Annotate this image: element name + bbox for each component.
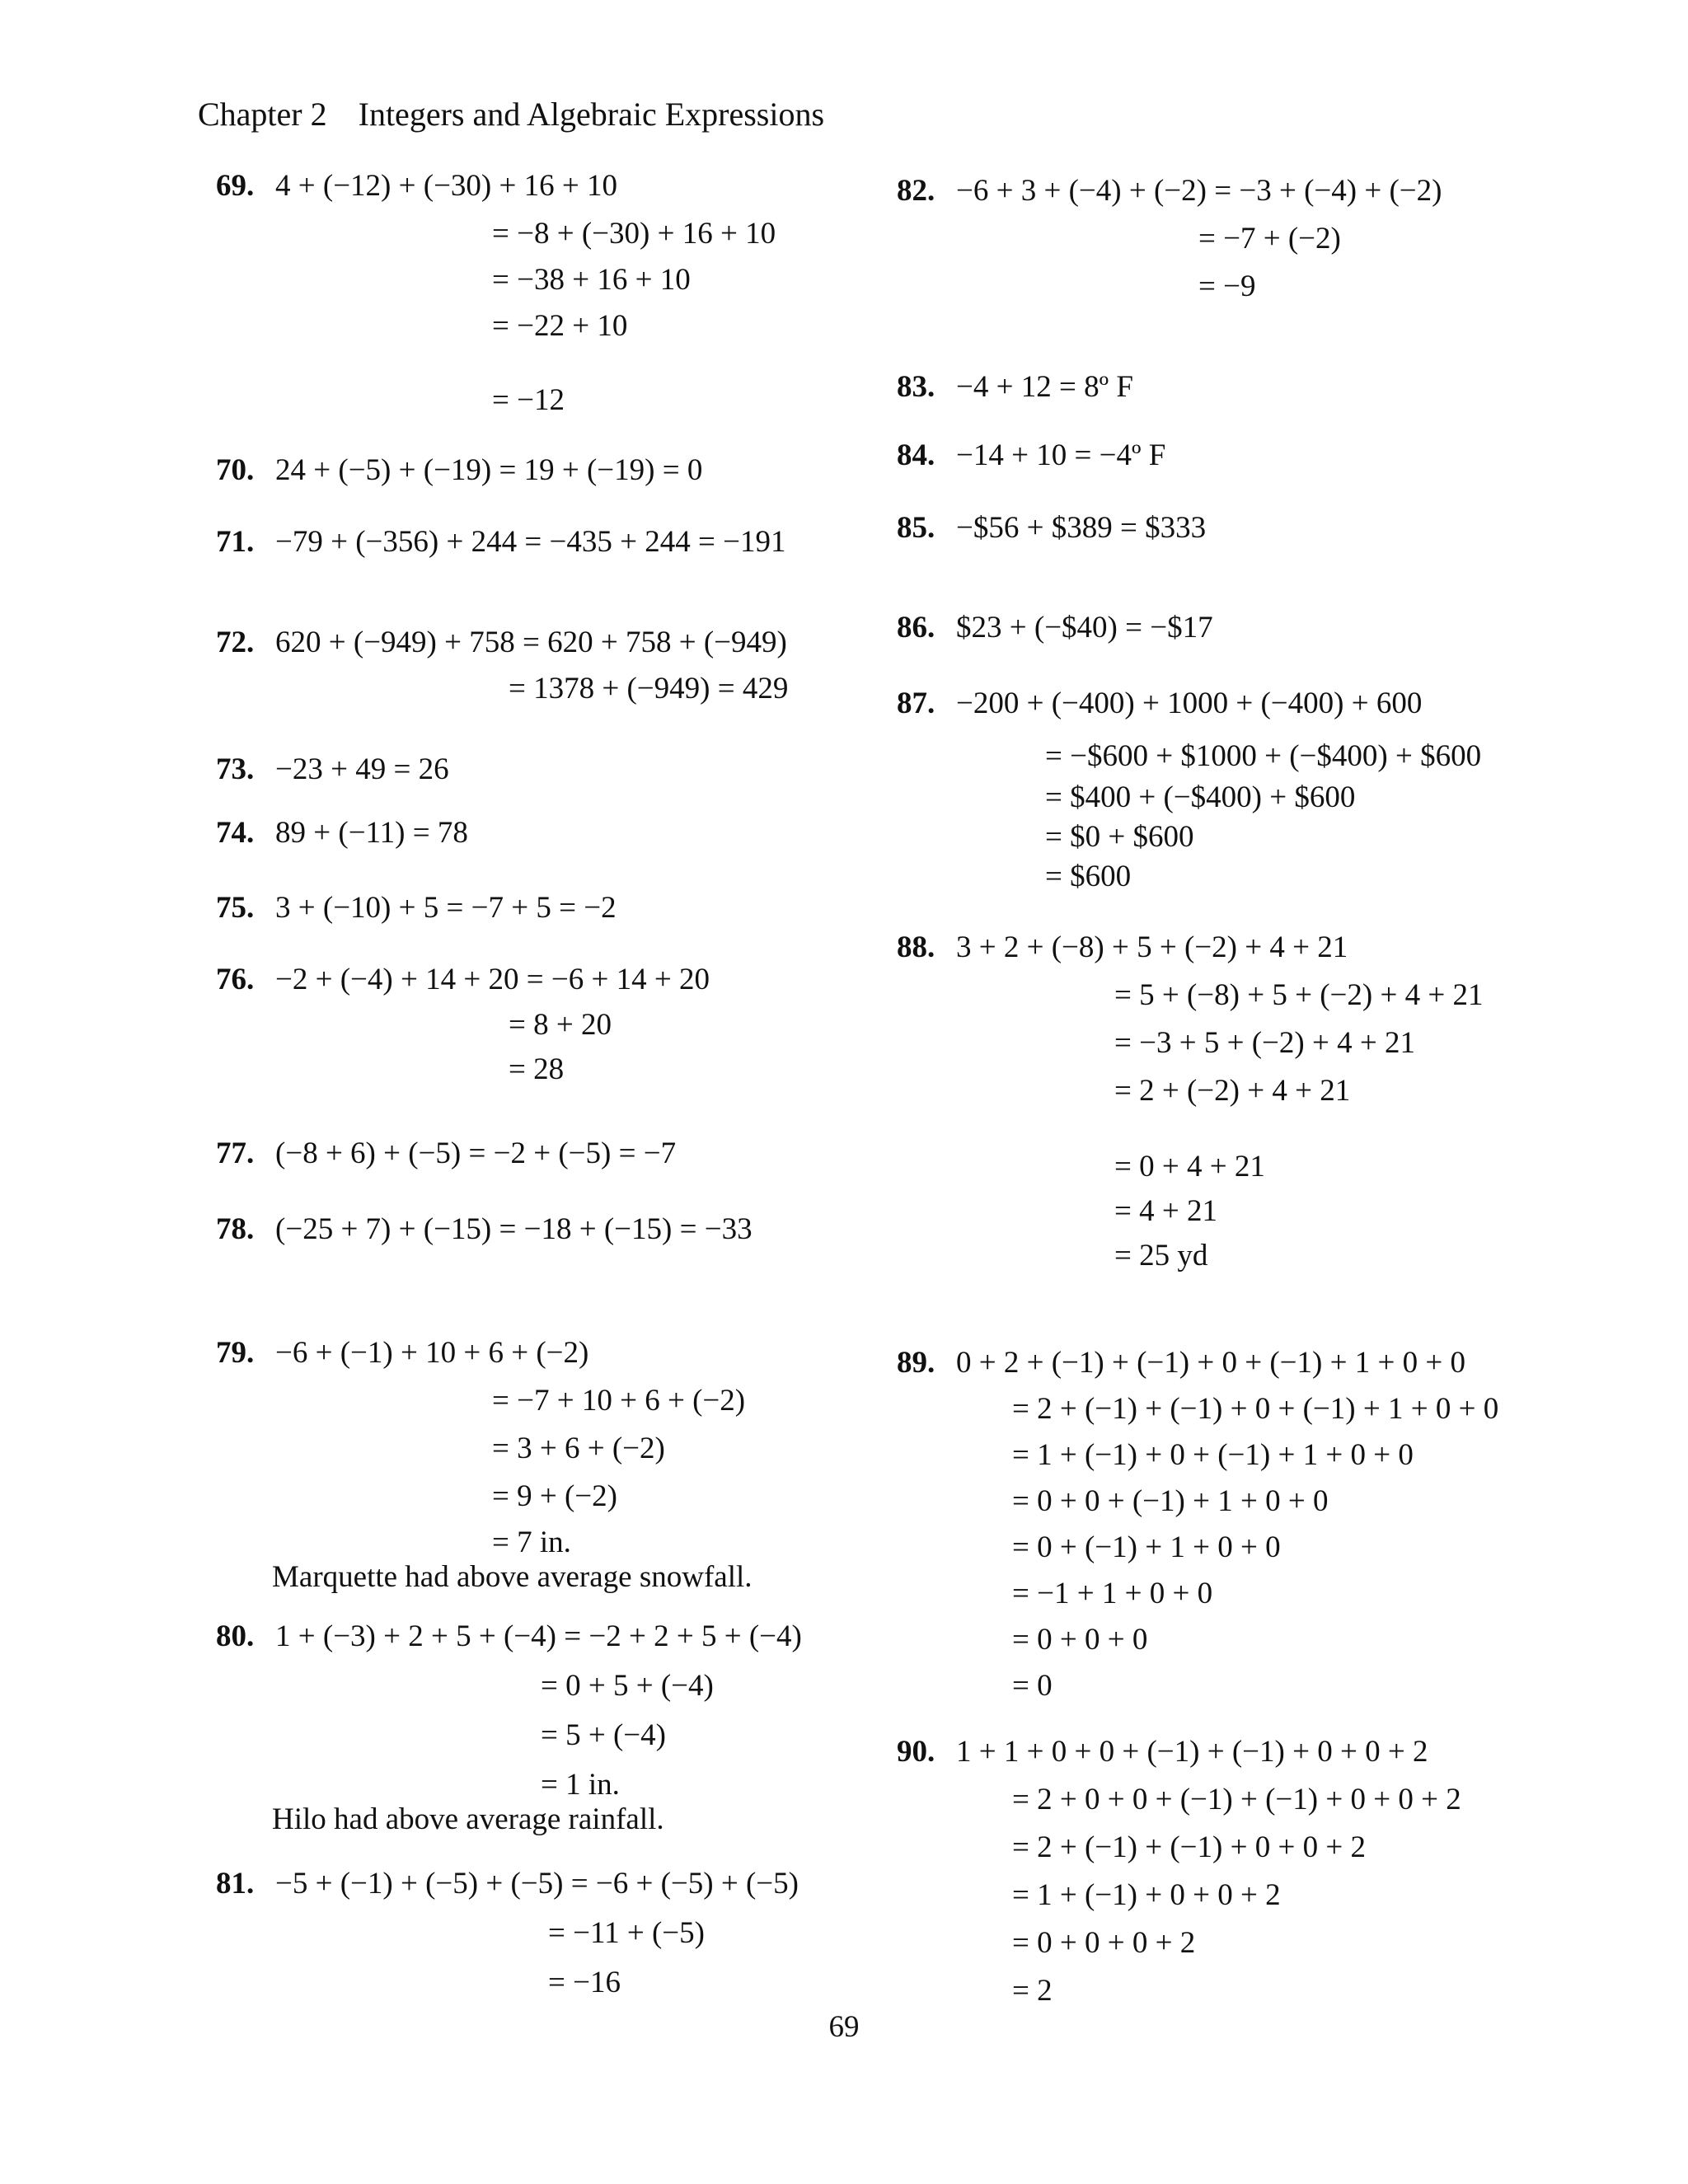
expression: (−8 + 6) + (−5) = −2 + (−5) = −7 xyxy=(275,1137,677,1170)
step: = −7 + 10 + 6 + (−2) xyxy=(492,1384,746,1418)
answer-note: Marquette had above average snowfall. xyxy=(272,1560,753,1594)
step: = 8 + 20 xyxy=(509,1008,612,1042)
step: = 5 + (−4) xyxy=(541,1718,666,1752)
step: = 0 + (−1) + 1 + 0 + 0 xyxy=(1012,1530,1281,1564)
step: = −1 + 1 + 0 + 0 xyxy=(1012,1577,1213,1610)
problem-number: 70. xyxy=(216,453,255,487)
step: = −3 + 5 + (−2) + 4 + 21 xyxy=(1114,1026,1415,1060)
step: = 1 + (−1) + 0 + (−1) + 1 + 0 + 0 xyxy=(1012,1438,1414,1472)
problem-number: 88. xyxy=(897,930,935,964)
expression: −14 + 10 = −4º F xyxy=(956,438,1166,472)
problem-number: 80. xyxy=(216,1619,255,1653)
step: = 0 + 0 + 0 + 2 xyxy=(1012,1926,1196,1960)
problem-number: 87. xyxy=(897,687,935,720)
step: = 0 + 4 + 21 xyxy=(1114,1150,1265,1183)
step: = 0 xyxy=(1012,1669,1053,1703)
step: = $400 + (−$400) + $600 xyxy=(1045,780,1356,814)
expression: 620 + (−949) + 758 = 620 + 758 + (−949) xyxy=(275,626,787,659)
step: = −$600 + $1000 + (−$400) + $600 xyxy=(1045,739,1482,773)
problem-89 xyxy=(897,1340,1465,1386)
expression: −23 + 49 = 26 xyxy=(275,752,449,786)
problem-76 xyxy=(216,957,710,1003)
expression: −6 + (−1) + 10 + 6 + (−2) xyxy=(275,1336,589,1370)
problem-86 xyxy=(897,605,1213,651)
step: = 0 + 0 + 0 xyxy=(1012,1623,1148,1657)
step: = 0 + 5 + (−4) xyxy=(541,1669,714,1703)
chapter-label: Chapter 2 xyxy=(198,96,327,133)
expression: 1 + 1 + 0 + 0 + (−1) + (−1) + 0 + 0 + 2 xyxy=(956,1735,1428,1769)
problem-number: 71. xyxy=(216,525,255,559)
problem-number: 78. xyxy=(216,1212,255,1246)
step: = −16 xyxy=(548,1966,621,1999)
step: = −9 xyxy=(1198,269,1256,303)
problem-77 xyxy=(216,1131,676,1177)
step: = 2 xyxy=(1012,1974,1053,2008)
problem-84 xyxy=(897,433,1165,479)
problem-number: 83. xyxy=(897,370,935,404)
expression: 1 + (−3) + 2 + 5 + (−4) = −2 + 2 + 5 + (−4) xyxy=(275,1619,802,1653)
step: = 1378 + (−949) = 429 xyxy=(509,672,789,705)
expression: 4 + (−12) + (−30) + 16 + 10 xyxy=(275,169,617,203)
step: = 3 + 6 + (−2) xyxy=(492,1432,665,1465)
problem-number: 76. xyxy=(216,963,255,996)
problem-83 xyxy=(897,364,1133,410)
expression: −2 + (−4) + 14 + 20 = −6 + 14 + 20 xyxy=(275,963,710,996)
problem-number: 75. xyxy=(216,891,255,925)
problem-78 xyxy=(216,1207,753,1253)
problem-number: 84. xyxy=(897,438,935,472)
problem-79 xyxy=(216,1330,588,1376)
expression: −4 + 12 = 8º F xyxy=(956,370,1133,404)
step: = −8 + (−30) + 16 + 10 xyxy=(492,217,776,251)
problem-number: 82. xyxy=(897,174,935,208)
expression: 3 + (−10) + 5 = −7 + 5 = −2 xyxy=(275,891,617,925)
problem-number: 72. xyxy=(216,626,255,659)
problem-number: 73. xyxy=(216,752,255,786)
problem-74 xyxy=(216,810,468,856)
step: = 2 + (−1) + (−1) + 0 + (−1) + 1 + 0 + 0 xyxy=(1012,1392,1499,1426)
problem-number: 69. xyxy=(216,169,255,203)
expression: −200 + (−400) + 1000 + (−400) + 600 xyxy=(956,687,1423,720)
answer-note: Hilo had above average rainfall. xyxy=(272,1802,664,1836)
page-number: 69 xyxy=(828,2010,860,2044)
problem-80 xyxy=(216,1614,802,1660)
problem-number: 74. xyxy=(216,816,255,850)
expression: 0 + 2 + (−1) + (−1) + 0 + (−1) + 1 + 0 + 0 xyxy=(956,1346,1465,1380)
problem-71 xyxy=(216,519,785,565)
step: = −22 + 10 xyxy=(492,309,628,343)
step: = 2 + 0 + 0 + (−1) + (−1) + 0 + 0 + 2 xyxy=(1012,1783,1461,1816)
step: = $600 xyxy=(1045,860,1132,893)
step: = 7 in. xyxy=(492,1526,571,1559)
expression: 24 + (−5) + (−19) = 19 + (−19) = 0 xyxy=(275,453,703,487)
step: = −12 xyxy=(492,383,565,417)
step: = 28 xyxy=(509,1052,565,1086)
step: = 0 + 0 + (−1) + 1 + 0 + 0 xyxy=(1012,1484,1329,1518)
problem-number: 81. xyxy=(216,1867,255,1900)
problem-72 xyxy=(216,620,787,666)
expression: −79 + (−356) + 244 = −435 + 244 = −191 xyxy=(275,525,786,559)
step: = −11 + (−5) xyxy=(548,1916,705,1950)
problem-82 xyxy=(897,168,1442,214)
step: = −7 + (−2) xyxy=(1198,222,1341,255)
step: = 2 + (−2) + 4 + 21 xyxy=(1114,1074,1351,1108)
problem-75 xyxy=(216,885,617,931)
problem-73 xyxy=(216,747,449,793)
expression: −5 + (−1) + (−5) + (−5) = −6 + (−5) + (−5) xyxy=(275,1867,799,1900)
step: = 4 + 21 xyxy=(1114,1194,1217,1228)
expression: −6 + 3 + (−4) + (−2) = −3 + (−4) + (−2) xyxy=(956,174,1442,208)
problem-87 xyxy=(897,681,1422,727)
problem-number: 79. xyxy=(216,1336,255,1370)
problem-number: 86. xyxy=(897,611,935,644)
chapter-title: Integers and Algebraic Expressions xyxy=(358,96,825,133)
step: = 2 + (−1) + (−1) + 0 + 0 + 2 xyxy=(1012,1830,1366,1864)
expression: $23 + (−$40) = −$17 xyxy=(956,611,1213,644)
problem-70 xyxy=(216,448,702,494)
problem-number: 77. xyxy=(216,1137,255,1170)
step: = 1 in. xyxy=(541,1768,620,1802)
step: = 5 + (−8) + 5 + (−2) + 4 + 21 xyxy=(1114,978,1484,1012)
problem-69 xyxy=(216,163,617,209)
expression: −$56 + $389 = $333 xyxy=(956,511,1207,545)
page-header xyxy=(198,95,824,134)
expression: 89 + (−11) = 78 xyxy=(275,816,468,850)
step: = 9 + (−2) xyxy=(492,1479,617,1513)
expression: (−25 + 7) + (−15) = −18 + (−15) = −33 xyxy=(275,1212,753,1246)
step: = −38 + 16 + 10 xyxy=(492,263,691,297)
problem-85 xyxy=(897,505,1206,551)
step: = $0 + $600 xyxy=(1045,820,1194,854)
problem-number: 89. xyxy=(897,1346,935,1380)
expression: 3 + 2 + (−8) + 5 + (−2) + 4 + 21 xyxy=(956,930,1348,964)
problem-88 xyxy=(897,925,1348,971)
step: = 1 + (−1) + 0 + 0 + 2 xyxy=(1012,1878,1281,1912)
step: = 25 yd xyxy=(1114,1239,1208,1272)
problem-81 xyxy=(216,1861,799,1907)
problem-number: 90. xyxy=(897,1735,935,1769)
problem-number: 85. xyxy=(897,511,935,545)
problem-90 xyxy=(897,1729,1428,1775)
